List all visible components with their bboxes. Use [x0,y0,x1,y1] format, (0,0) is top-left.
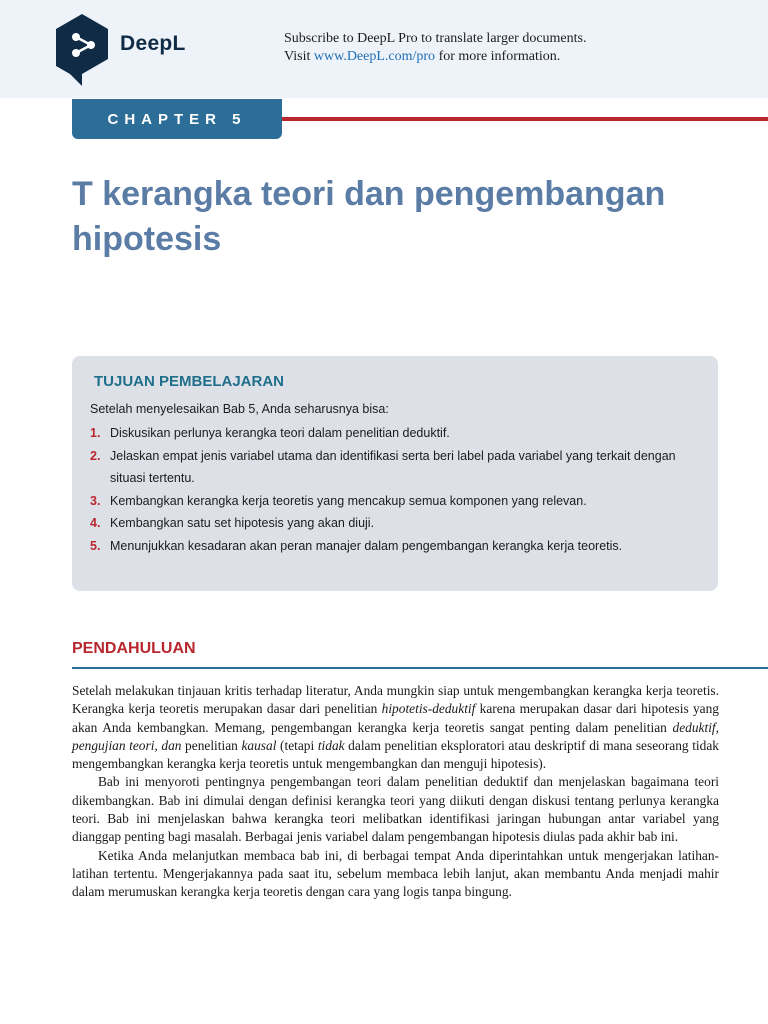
body-paragraph [72,682,719,773]
promo-visit-text: Visit [284,49,314,64]
objective-text: Kembangkan satu set hipotesis yang akan diuji. [110,516,375,530]
deepl-promo-text [284,30,586,66]
paragraph-text: dalam penelitian eksploratori atau deskriptif di mana seseorang tidak mengembangkan kerangka kerja teoretis untuk mengembangkan dan menguji hipotesis). [72,737,719,772]
objectives-list [90,422,710,557]
objective-item [90,445,710,490]
objective-number: 3. [90,493,101,508]
objectives-intro: Setelah menyelesaikan Bab 5, Anda seharusnya bisa: [90,402,389,416]
deepl-logo-icon [53,12,111,88]
chapter-rule [282,117,768,121]
paragraph-text: (tetapi [276,737,318,753]
italic-term: deduktif, pengujian teori, dan [72,719,719,753]
objectives-heading: TUJUAN PEMBELAJARAN [94,373,285,390]
objective-number: 1. [90,426,101,440]
paragraph-text: Ketika Anda melanjutkan membaca bab ini, di berbagai tempat Anda diperintahkan untuk mengerjakan latihan-latihan tertentu. Mengerjakannya pada saat itu, sebelum membaca lebih lanjut, akan membantu Anda menjadi mahir dalam merumuskan kerangka kerja teoretis dengan cara yang logis tanpa bingung. [72,847,719,900]
objective-item [90,512,710,535]
learning-objectives-box [72,356,718,591]
body-paragraph [72,847,719,902]
paragraph-text: Setelah melakukan tinjauan kritis terhadap literatur, Anda mungkin siap untuk mengembangkan kerangka kerja teoretis. Kerangka kerja teoretis merupakan dasar dari penelitian [72,683,719,717]
promo-line-2 [284,48,586,66]
deepl-brand-name: DeepL [120,32,186,55]
objective-item [90,422,710,445]
objective-text: Kembangkan kerangka kerja teoretis yang mencakup semua komponen yang relevan. [110,493,587,508]
objective-item [90,535,710,558]
paragraph-text: Bab ini menyoroti pentingnya pengembangan teori dalam penelitian deduktif dan menjelaskan bagaimana teori dikembangkan. Bab ini dimulai dengan definisi kerangka teori yang diikuti dengan diskusi tentang perlunya kerangka teori. Bab ini menjelaskan bahwa kerangka teori melibatkan identifikasi jaringan hubungan antar variabel yang dianggap penting bagi masalah. Berbagai jenis variabel dalam pengembangan hipotesis diulas pada akhir bab ini. [72,774,719,845]
body-paragraph [72,773,719,846]
paragraph-text: penelitian [181,737,242,753]
promo-line-1: Subscribe to DeepL Pro to translate larger documents. [284,31,587,46]
chapter-title: T kerangka teori dan pengembangan hipotesis [72,175,666,258]
objective-text: Diskusikan perlunya kerangka teori dalam penelitian deduktif. [110,426,450,440]
chapter-label: CHAPTER 5 [72,99,282,139]
section-heading-introduction: PENDAHULUAN [72,640,196,657]
deepl-banner [0,0,768,98]
italic-term: tidak [317,737,345,753]
objective-number: 4. [90,516,101,530]
deepl-pro-link[interactable]: www.DeepL.com/pro [313,49,436,64]
objective-text: Menunjukkan kesadaran akan peran manajer dalam pengembangan kerangka kerja teoretis. [110,538,623,553]
introduction-body [72,682,719,902]
objective-text: Jelaskan empat jenis variabel utama dan identifikasi serta beri label pada variabel yang terkait dengan situasi tertentu. [110,448,676,485]
section-rule [72,667,768,669]
promo-info-text: for more information. [435,49,561,64]
objective-number: 5. [90,538,101,553]
paragraph-text: karena merupakan dasar dari hipotesis yang akan Anda kembangkan. Memang, pengembangan kerangka kerja teoretis sangat penting dalam penelitian [72,701,719,735]
objective-number: 2. [90,448,101,463]
objective-item [90,490,710,513]
italic-term: hipotetis-deduktif [381,701,476,717]
italic-term: kausal [241,737,277,753]
